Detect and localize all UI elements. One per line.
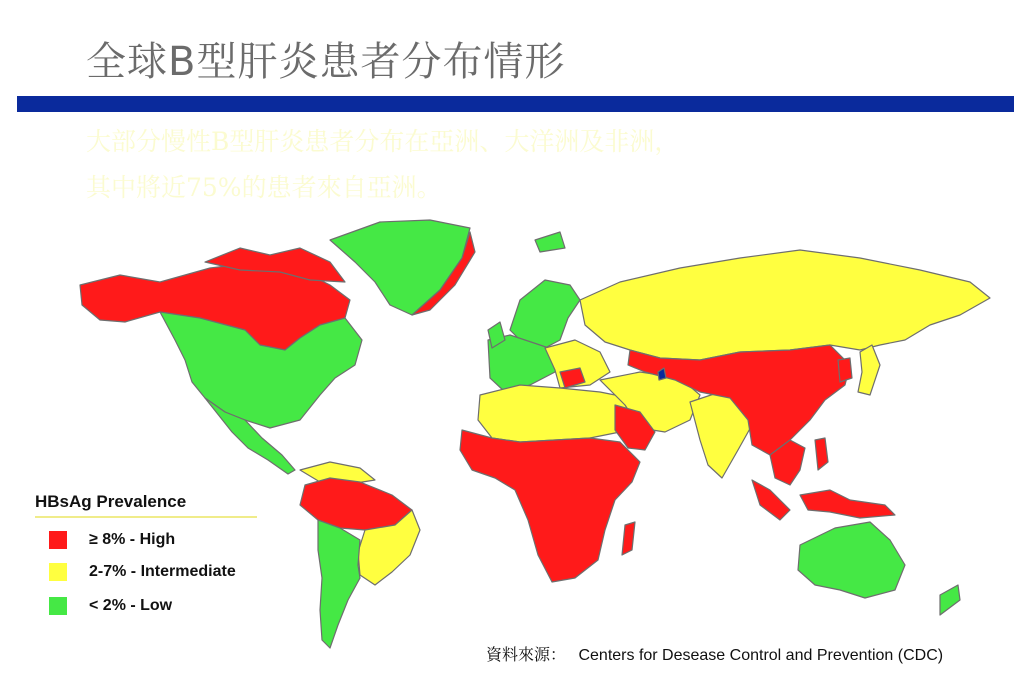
title-divider-bar xyxy=(17,96,1014,112)
region-philippines xyxy=(815,438,828,470)
slide-title: 全球B型肝炎患者分布情形 xyxy=(86,39,566,85)
legend-label-intermediate: 2-7% - Intermediate xyxy=(89,563,236,580)
region-sub-saharan-africa xyxy=(460,430,640,582)
region-indonesia-east xyxy=(800,490,895,518)
region-indonesia-west xyxy=(752,480,790,520)
region-greenland xyxy=(330,220,470,315)
region-korea xyxy=(838,358,852,382)
legend-swatch-high xyxy=(49,531,67,549)
region-australia xyxy=(798,522,905,598)
region-russia xyxy=(580,250,990,360)
legend-item-intermediate xyxy=(49,562,236,582)
legend-title: HBsAg Prevalence xyxy=(35,492,257,518)
source-prefix: 資料來源： xyxy=(486,645,567,664)
legend-item-high xyxy=(49,530,175,550)
legend-label-high: ≥ 8% - High xyxy=(89,531,176,548)
subtitle-line-2: 其中將近75%的患者來自亞洲。 xyxy=(86,173,442,202)
region-iceland xyxy=(535,232,565,252)
map-legend xyxy=(35,492,260,614)
source-text: Centers for Desease Control and Prevention (CDC) xyxy=(578,647,944,664)
region-madagascar xyxy=(622,522,635,555)
legend-label-low: < 2% - Low xyxy=(89,597,173,614)
world-map xyxy=(0,200,1023,660)
source-citation xyxy=(486,642,943,665)
region-amazon xyxy=(300,478,412,530)
legend-swatch-intermediate xyxy=(49,563,67,581)
region-europe-north xyxy=(510,280,580,348)
legend-item-low xyxy=(49,596,172,616)
region-japan xyxy=(858,345,880,395)
region-south-america-south xyxy=(318,520,360,648)
legend-swatch-low xyxy=(49,597,67,615)
subtitle-line-1: 大部分慢性B型肝炎患者分布在亞洲、大洋洲及非洲， xyxy=(86,127,680,156)
region-new-zealand xyxy=(940,585,960,615)
